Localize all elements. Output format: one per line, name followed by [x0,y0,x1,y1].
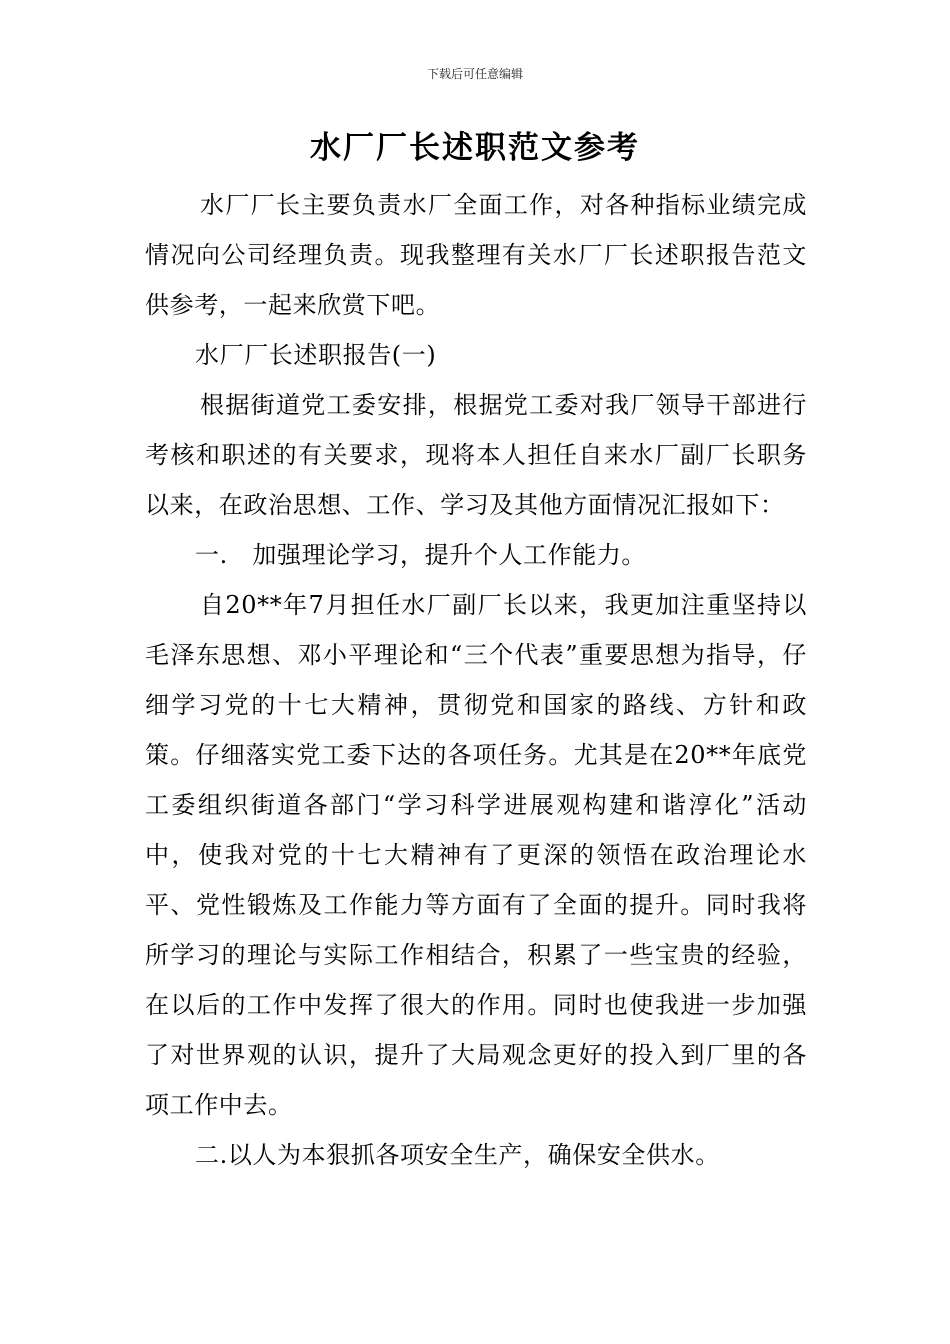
section-heading-1: 一. 加强理论学习，提升个人工作能力。 [195,541,647,569]
report-subtitle: 水厂厂长述职报告(一) [195,341,437,369]
section-1-paragraph: 自20**年7月担任水厂副厂长以来，我更加注重坚持以毛泽东思想、邓小平理论和“三个代表”重要思想为指导，仔细学习党的十七大精神，贯彻党和国家的路线、方针和政策。仔细落实党工委下达的各项任务。尤其是在20**年底党工委组织街道各部门“学习科学进展观构建和谐淳化”活动中，使我对党的十七大精神有了更深的领悟在政治理论水平、党性锻炼及工作能力等方面有了全面的提升。同时我将所学习的理论与实际工作相结合，积累了一些宝贵的经验，在以后的工作中发挥了很大的作用。同时也使我进一步加强了对世界观的认识，提升了大局观念更好的投入到厂里的各项工作中去。 [145,591,807,1119]
opening-paragraph: 根据街道党工委安排，根据党工委对我厂领导干部进行考核和职述的有关要求，现将本人担任自来水厂副厂长职务以来，在政治思想、工作、学习及其他方面情况汇报如下： [145,391,807,519]
intro-paragraph: 水厂厂长主要负责水厂全面工作，对各种指标业绩完成情况向公司经理负责。现我整理有关水厂厂长述职报告范文供参考，一起来欣赏下吧。 [145,191,807,319]
document-body [145,180,807,1180]
page-header-note: 下载后可任意编辑 [426,67,523,81]
section-heading-2: 二.以人为本狠抓各项安全生产，确保安全供水。 [195,1141,720,1169]
document-title: 水厂厂长述职范文参考 [310,130,640,166]
